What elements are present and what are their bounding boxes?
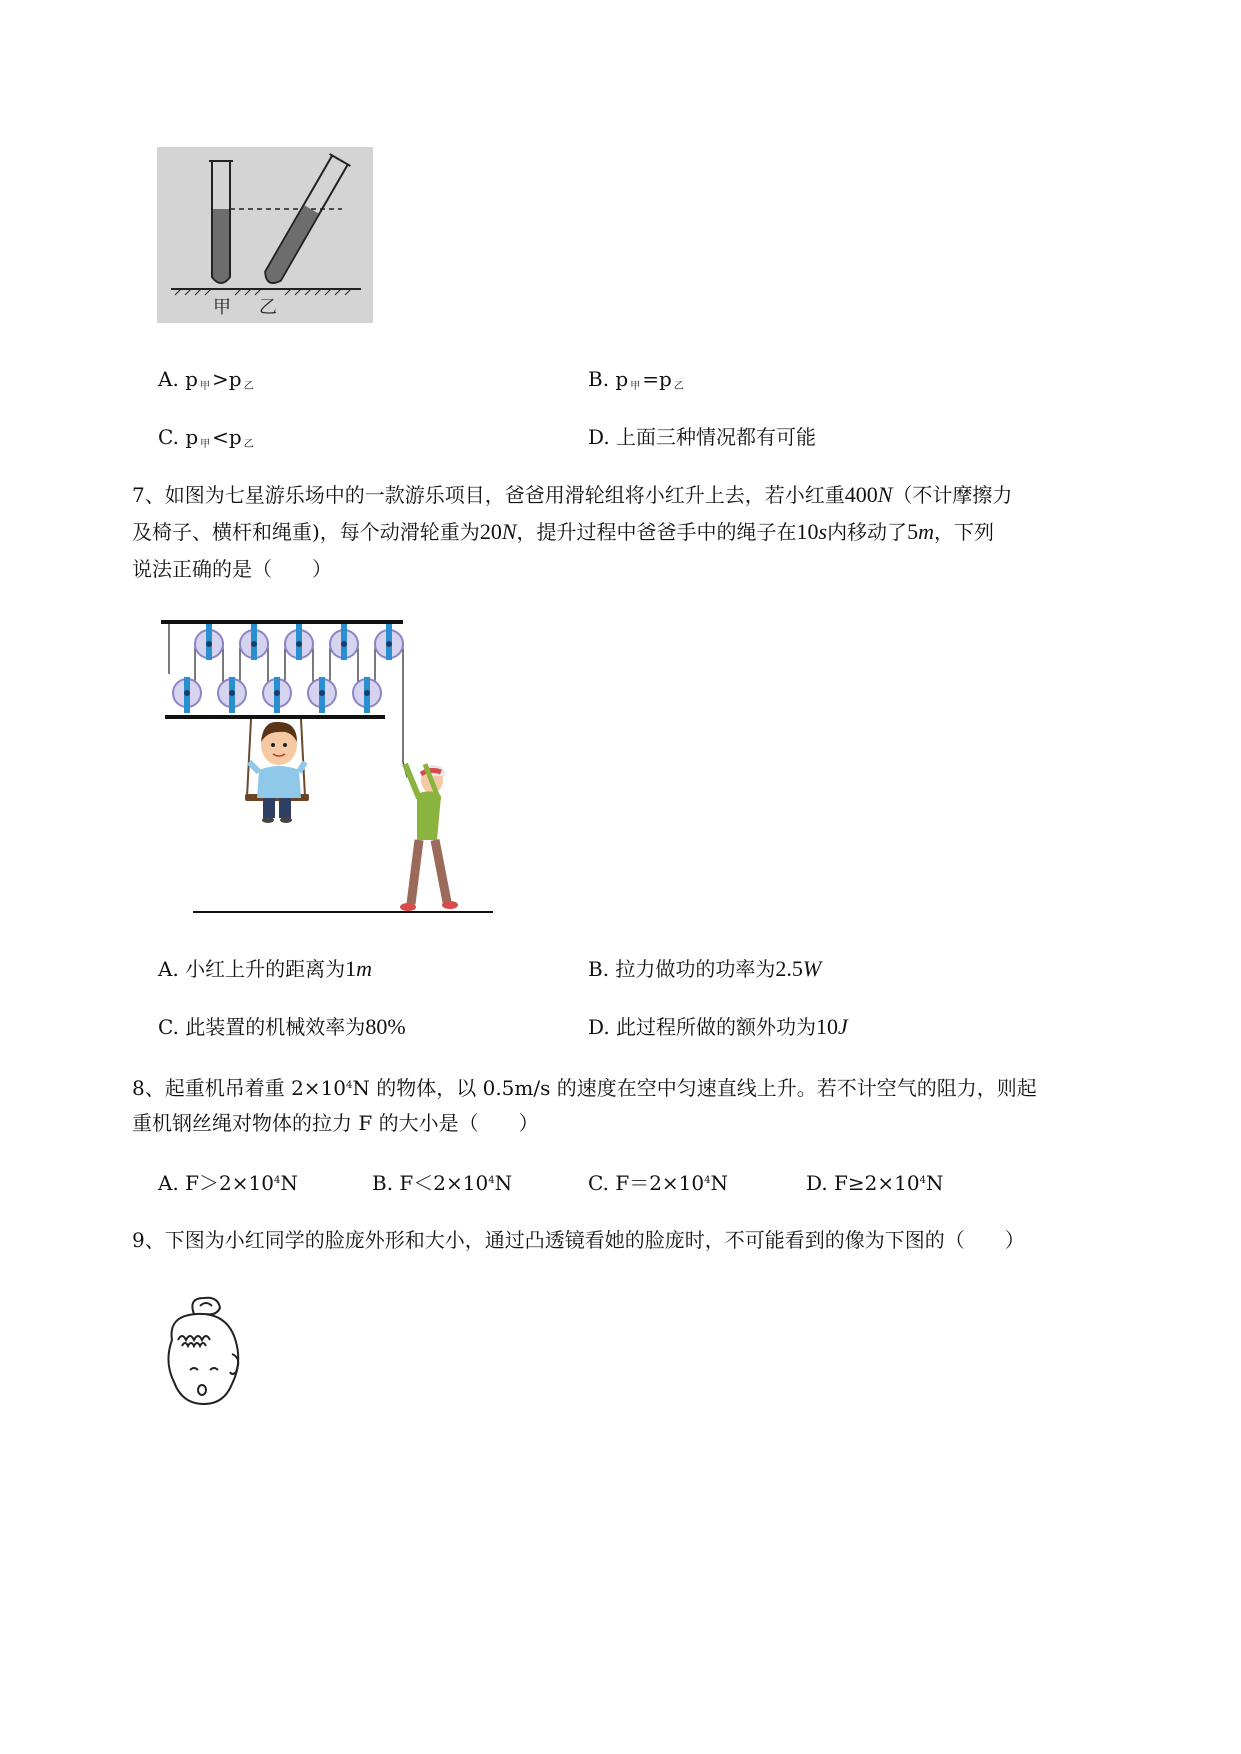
option-letter: A. — [158, 1171, 179, 1195]
q8-option-a[interactable]: A. $F>2\times 10^4N$ — [158, 1171, 298, 1195]
q8-stem-line1: 8、起重机吊着重 $2\times 10^4N$ 的物体，以 0.5m/s 的速度在空中匀速直线上升。若不计空气的阻力，则起 — [132, 1076, 1037, 1100]
option-letter: C. — [588, 1171, 609, 1195]
q7-stem-line2: 及椅子、横杆和绳重)，每个动滑轮重为20N，提升过程中爸爸手中的绳子在10s内移动了5m，下列 — [132, 519, 994, 544]
option-letter: C. — [158, 1015, 179, 1039]
child-figure — [245, 722, 309, 823]
q7-option-b[interactable]: B. 拉力做功的功率为2.5W — [588, 956, 822, 981]
q8-option-c[interactable]: C. $F=2\times 10^4N$ — [588, 1171, 728, 1195]
q9-stem: 9、下图为小红同学的脸庞外形和大小，通过凸透镜看她的脸庞时，不可能看到的像为下图的（ ） — [132, 1228, 1025, 1252]
q7-stem-line3: 说法正确的是（ ） — [132, 557, 332, 581]
option-letter: D. — [588, 425, 610, 449]
test-tube-figure — [157, 147, 373, 323]
father-figure — [400, 762, 458, 911]
q7-option-a[interactable]: A. 小红上升的距离为1m — [158, 956, 373, 981]
q7-option-c[interactable]: C. 此装置的机械效率为80% — [158, 1014, 406, 1039]
q8-stem-line2: 重机钢丝绳对物体的拉力 F 的大小是（ ） — [132, 1111, 539, 1135]
face-figure — [158, 1292, 248, 1412]
tube-label-jia: 甲 — [213, 297, 231, 318]
q7-option-d[interactable]: D. 此过程所做的额外功为10J — [588, 1014, 848, 1039]
tube-label-yi: 乙 — [259, 297, 277, 318]
option-letter: B. — [372, 1171, 394, 1195]
fixed-pulleys — [195, 624, 403, 660]
option-letter: B. — [588, 367, 610, 391]
pulley-figure — [155, 612, 500, 917]
option-letter: D. — [588, 1015, 610, 1039]
q6-option-a[interactable]: A. p $_甲$ >p $_乙$ — [158, 367, 254, 392]
option-letter: C. — [158, 425, 179, 449]
q8-option-d[interactable]: D. $F\ge 2\times 10^4N$ — [806, 1171, 944, 1195]
test-tube-drawing — [157, 147, 373, 323]
q6-option-d[interactable]: D. 上面三种情况都有可能 — [588, 425, 817, 449]
moving-pulleys — [173, 677, 381, 713]
q6-option-b[interactable]: B. p $_甲$ =p $_乙$ — [588, 367, 684, 392]
option-letter: D. — [806, 1171, 828, 1195]
face-drawing — [158, 1292, 248, 1412]
option-letter: B. — [588, 957, 610, 981]
option-letter: A. — [158, 367, 179, 391]
q6-option-c[interactable]: C. p $_甲$ <p $_乙$ — [158, 425, 254, 450]
q7-stem-line1: 7、如图为七星游乐场中的一款游乐项目，爸爸用滑轮组将小红升上去，若小红重400N（不计摩擦力 — [132, 482, 1013, 507]
pulley-drawing — [155, 612, 500, 917]
option-letter: A. — [158, 957, 179, 981]
q8-option-b[interactable]: B. $F<2\times 10^4N$ — [372, 1171, 513, 1195]
